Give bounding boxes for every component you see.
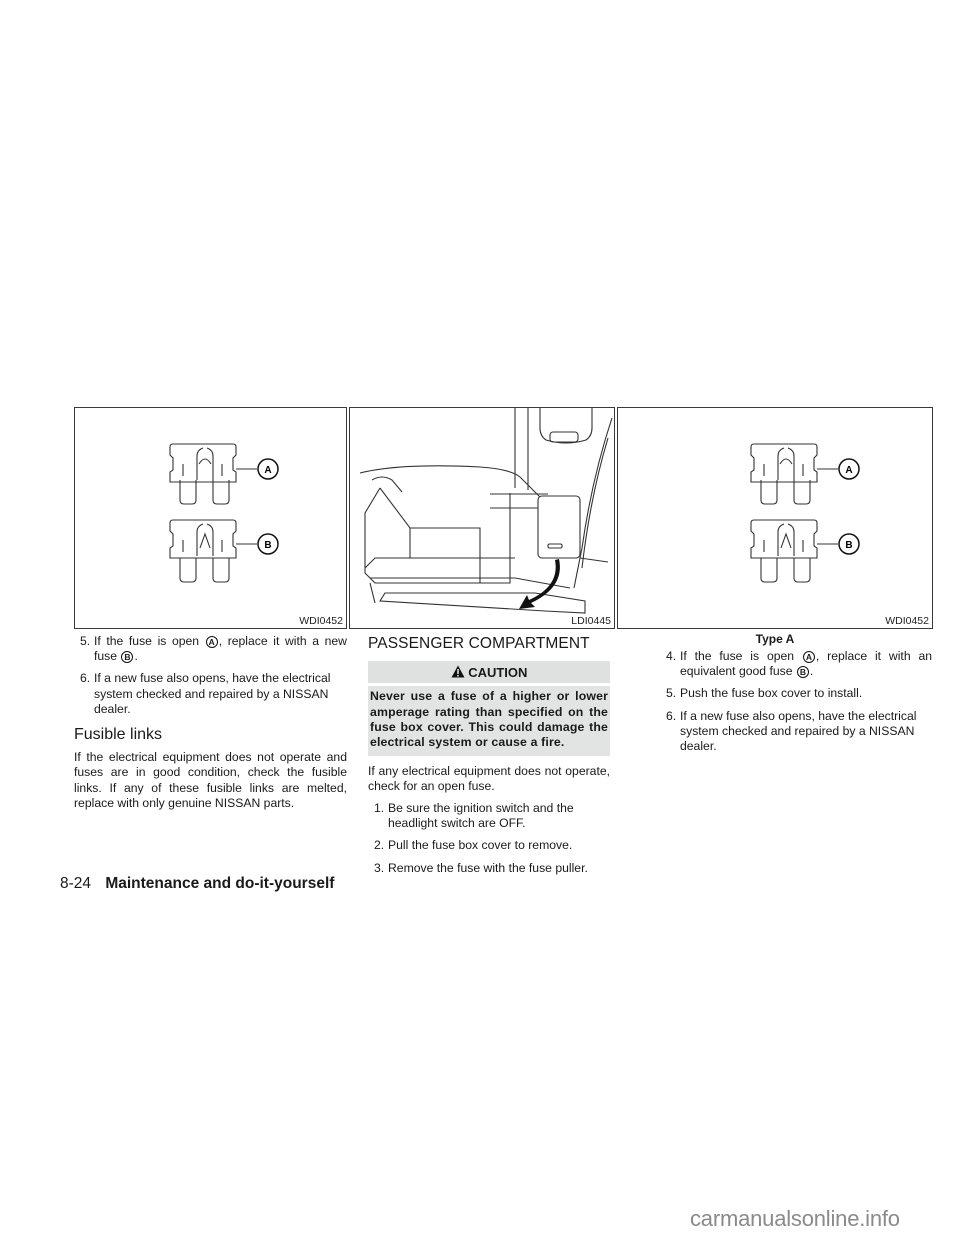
section-title: Maintenance and do-it-yourself [105,875,335,892]
step-4: 4. If the fuse is open A , replace it with an equivalent good fuse B . [666,649,932,679]
label-b-icon [839,534,859,554]
glovebox-illustration [350,408,616,630]
subheading-fusible-links: Fusible links [74,726,163,744]
step-3: 3. Remove the fuse with the fuse puller. [374,860,588,875]
figure-caption: Type A [755,632,795,646]
figure-code: WDI0452 [299,615,343,627]
svg-text:A: A [845,465,853,476]
step-6: 6. If a new fuse also opens, have the electrical system checked and repaired by a NISSAN dealer. [80,671,331,716]
arrow-pull-icon [519,559,560,609]
right-column [660,649,932,761]
step-6: 6. If a new fuse also opens, have the electrical system checked and repaired by a NISSAN dealer. [666,708,917,754]
svg-text:A: A [264,465,272,476]
svg-text:B: B [264,540,272,551]
label-a-icon [839,459,859,479]
ref-b-icon: B [797,666,809,678]
fusible-links-paragraph: If the electrical equipment does not operate and fuses are in good condition, check the fusible links. If any of these fusible links are melted, replace with only genuine NISSAN parts. [74,750,347,810]
caution-text: Never use a fuse of a higher or lower amperage rating than specified on the fuse box cover. This could damage the electrical system or cause a fire. [368,686,610,755]
step-5: 5. Push the fuse box cover to install. [666,686,863,701]
intro-paragraph: If any electrical equipment does not operate, check for an open fuse. [368,763,610,793]
figure-code: WDI0452 [885,615,929,627]
middle-column [368,636,610,883]
figure-code: LDI0445 [571,615,611,627]
svg-text:B: B [845,540,853,551]
page-number: 8-24 [60,875,92,892]
label-b-icon [258,534,278,554]
step-1: 1. Be sure the ignition switch and the headlight switch are OFF. [374,801,574,831]
page-footer [60,875,334,893]
ref-a-icon: A [803,651,815,663]
left-column [74,634,347,811]
figure-fuse-box-location [349,407,615,629]
step-5: 5. If the fuse is open A , replace it with a new fuse B . [80,634,347,664]
figure-fuse-left [74,407,347,629]
label-a-icon [258,459,278,479]
ref-a-icon: A [206,636,218,648]
figure-fuse-type-a [617,407,933,629]
step-2: 2. Pull the fuse box cover to remove. [374,838,573,853]
ref-b-icon: B [121,651,133,663]
warning-triangle-icon [451,665,465,678]
caution-header: CAUTION [368,661,610,686]
watermark-link[interactable]: carmanualsonline.info [690,1206,900,1231]
fuse-illustration [75,408,348,630]
section-heading: PASSENGER COMPARTMENT [368,635,590,652]
caution-box [368,661,610,755]
fuse-illustration [618,408,934,630]
